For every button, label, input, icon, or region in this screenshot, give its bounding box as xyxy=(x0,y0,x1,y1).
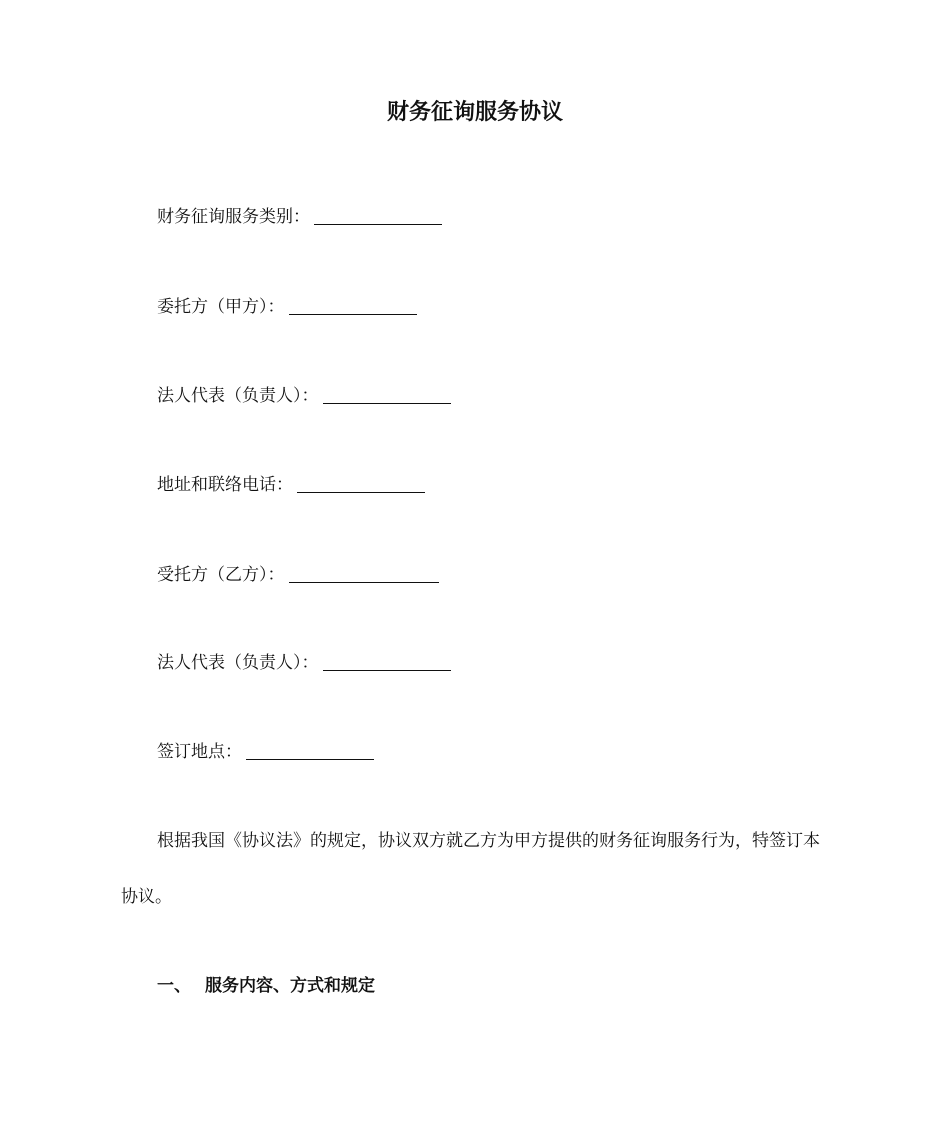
field-label: 地址和联络电话： xyxy=(157,475,293,495)
blank-line xyxy=(289,564,439,583)
blank-line xyxy=(246,741,374,760)
section-heading xyxy=(157,973,375,999)
field-label: 签订地点： xyxy=(157,742,242,762)
section-title: 服务内容、方式和规定 xyxy=(205,976,375,996)
section-number: 一、 xyxy=(157,976,191,996)
blank-line xyxy=(323,385,451,404)
field-legal-rep-b xyxy=(157,650,451,676)
blank-line xyxy=(289,296,417,315)
field-label: 法人代表（负责人）： xyxy=(157,653,319,673)
field-label: 法人代表（负责人）： xyxy=(157,386,319,406)
document-title: 财务征询服务协议 xyxy=(386,100,563,125)
field-signing-place xyxy=(157,739,374,765)
intro-paragraph: 根据我国《协议法》的规定，协议双方就乙方为甲方提供的财务征询服务行为，特签订本协议。 xyxy=(121,831,820,907)
field-party-a xyxy=(157,294,417,320)
blank-line xyxy=(297,474,425,493)
field-label: 委托方（甲方）： xyxy=(157,297,285,317)
field-legal-rep-a xyxy=(157,383,451,409)
field-service-category xyxy=(157,204,442,230)
field-party-b xyxy=(157,562,439,588)
field-label: 财务征询服务类别： xyxy=(157,207,310,227)
blank-line xyxy=(323,652,451,671)
field-address-phone xyxy=(157,472,425,498)
blank-line xyxy=(314,206,442,225)
field-label: 受托方（乙方）： xyxy=(157,565,285,585)
